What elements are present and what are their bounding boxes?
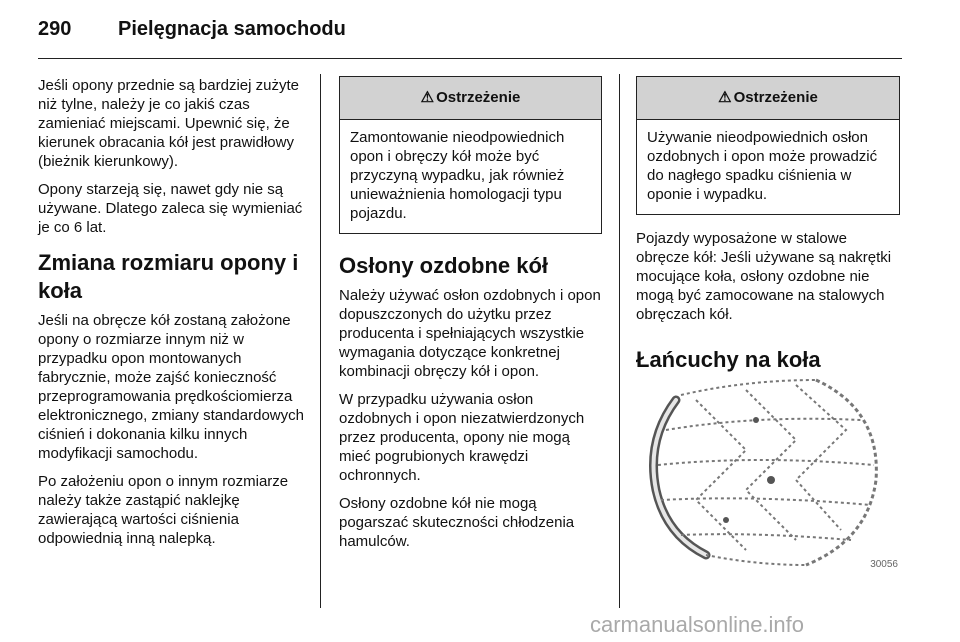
section-heading: Zmiana rozmiaru opony i koła	[38, 250, 299, 303]
paragraph: Pojazdy wyposażone w stalowe obręcze kół: Jeśli używane są nakrętki mocujące koła, osłony ozdobne nie mogą być zamocowane na stalowych obręczach kół.	[636, 230, 892, 323]
warning-box	[636, 76, 900, 215]
header-rule	[38, 58, 902, 59]
watermark: carmanualsonline.info	[590, 612, 805, 637]
paragraph: Po założeniu opon o innym rozmiarze należy także zastąpić naklejkę zawierającą wartości ciśnienia odpowiednią inną nalepką.	[38, 473, 289, 547]
page-title: Pielęgnacja samochodu	[118, 18, 346, 40]
paragraph: Opony starzeją się, nawet gdy nie są używane. Dlatego zaleca się wymieniać je co 6 lat.	[38, 181, 303, 236]
warning-text: Używanie nieodpowiednich osłon ozdobnych i opon może prowadzić do nagłego spadku ciśnienia w oponie i wypadku.	[647, 129, 878, 203]
section-heading: Łańcuchy na koła	[636, 347, 821, 372]
warning-triangle-icon: ⚠	[718, 89, 732, 106]
warning-title: Ostrzeżenie	[733, 89, 818, 106]
column-3	[636, 76, 900, 380]
warning-box	[339, 76, 602, 234]
column-divider	[320, 74, 321, 608]
page-number: 290	[38, 18, 72, 40]
warning-triangle-icon: ⚠	[420, 89, 435, 106]
figure-label: 30056	[870, 559, 898, 570]
warning-header	[637, 77, 899, 120]
column-1	[38, 76, 308, 557]
paragraph: Osłony ozdobne kół nie mogą pogarszać skuteczności chłodzenia hamulców.	[339, 495, 575, 550]
column-divider	[619, 74, 620, 608]
section-heading: Osłony ozdobne kół	[339, 253, 549, 278]
paragraph: Jeśli na obręcze kół zostaną założone opony o rozmiarze innym niż w przypadku opon montowanych fabrycznie, może zajść konieczność przeprogramowania prędkościomierza elektronicznego, zmiany standardowych ciśnień i dokonania kilku innych modyfikacji samochodu.	[38, 312, 304, 462]
snow-chains-illustration	[636, 360, 900, 572]
paragraph: Jeśli opony przednie są bardziej zużyte niż tylne, należy je co jakiś czas zamieniać miejscami. Upewnić się, że kierunek obracania kół jest prawidłowy (bieżnik kierunkowy).	[38, 77, 299, 170]
warning-title: Ostrzeżenie	[436, 89, 521, 106]
snow-chains-figure	[636, 360, 900, 572]
paragraph: Należy używać osłon ozdobnych i opon dopuszczonych do użytku przez producenta i spełniających wszystkie wymagania dotyczące konkretnej kombinacji obręczy kół i opon.	[339, 287, 601, 380]
warning-text: Zamontowanie nieodpowiednich opon i obręczy kół może być przyczyną wypadku, jak również unieważnienia homologacji typu pojazdu.	[350, 129, 565, 222]
paragraph: W przypadku używania osłon ozdobnych i opon niezatwierdzonych przez producenta, opony nie mogą mieć pogrubionych krawędzi ochronnych.	[339, 391, 585, 484]
warning-header	[340, 77, 601, 120]
column-2	[339, 76, 602, 560]
